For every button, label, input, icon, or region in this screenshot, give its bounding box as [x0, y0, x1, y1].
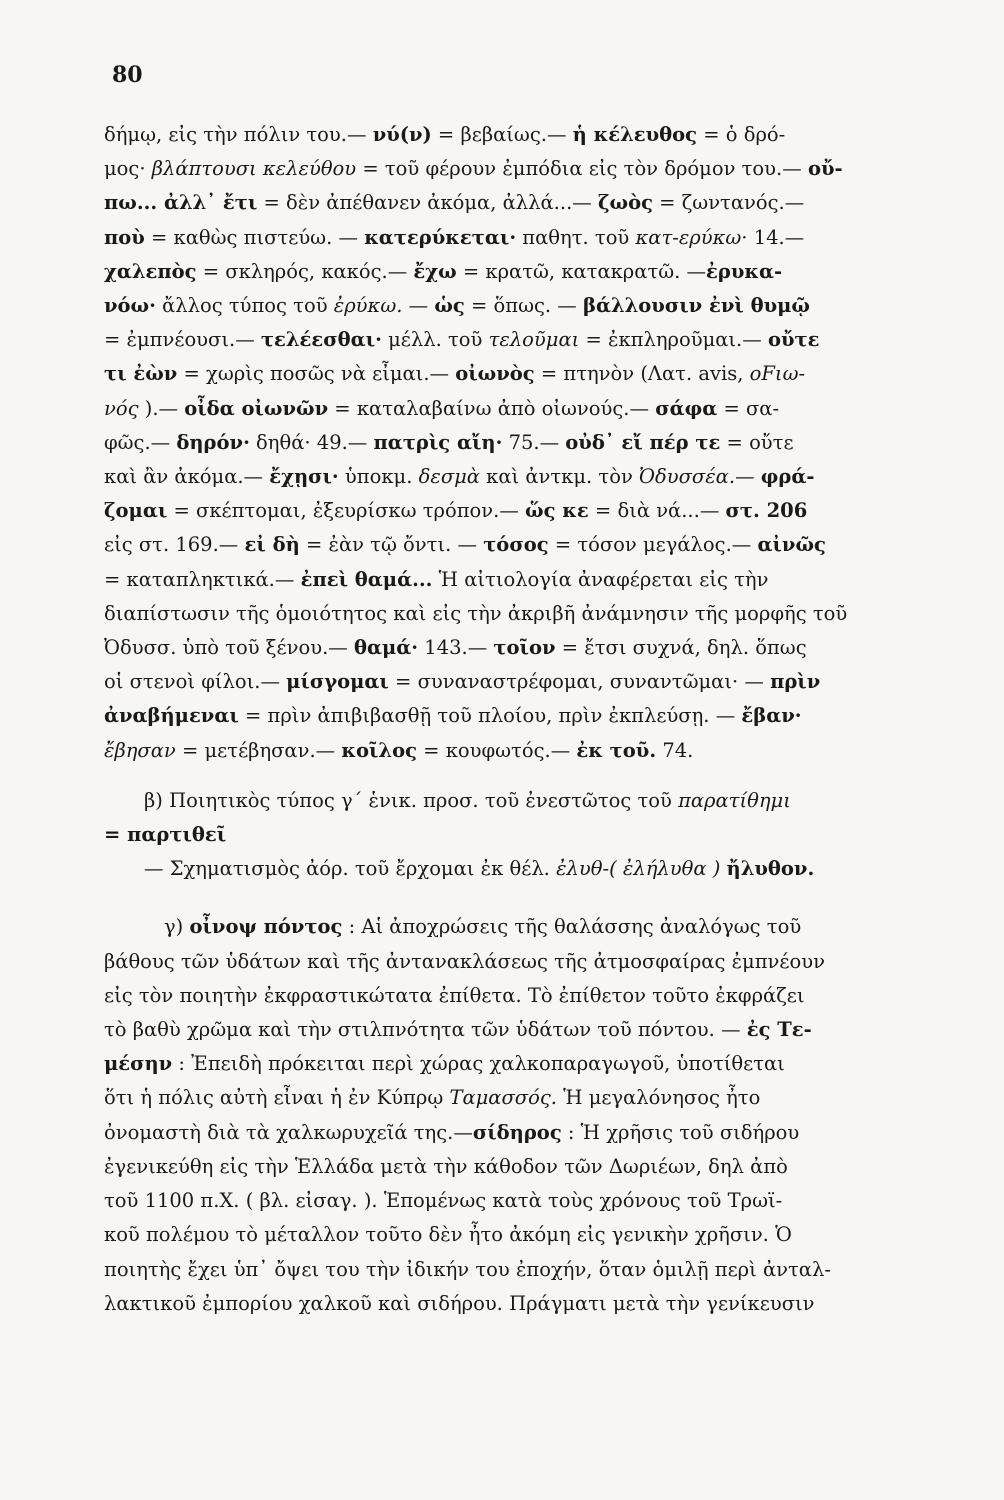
lemma-term: ἐκ τοῦ.: [576, 738, 657, 762]
text-run: καὶ ἀντκμ. τὸν: [479, 465, 640, 489]
text-run: = ἐὰν τῷ ὄντι. —: [299, 533, 484, 557]
lemma-term: ὡς: [434, 294, 465, 318]
section-c: [104, 910, 972, 1320]
lemma-term: στ. 206: [725, 499, 808, 523]
lemma-term: πω... ἀλλ᾽ ἔτι: [104, 191, 258, 215]
text-run: ὑποκμ.: [338, 465, 419, 489]
text-line: [104, 1150, 972, 1184]
text-run: = ἔτσι συχνά, δηλ. ὅπως: [555, 636, 807, 660]
text-line: [104, 597, 972, 631]
lemma-term: σάφα: [655, 396, 718, 420]
text-line: [104, 528, 972, 562]
text-run: : Ἡ χρῆσις τοῦ σιδήρου: [561, 1120, 800, 1144]
text-run: 143.—: [418, 636, 494, 660]
lemma-term: οἶδα οἰωνῶν: [184, 396, 329, 420]
text-run: : Ἐπειδὴ πρόκειται περὶ χώρας χαλκοπαραγωγοῦ, ὑποτίθεται: [172, 1052, 785, 1076]
text-line: [104, 631, 972, 665]
text-run: β) Ποιητικὸς τύπος γ΄ ἑνικ. προσ. τοῦ ἐνεστῶτος τοῦ: [144, 788, 679, 812]
text-run: 14.—: [747, 225, 805, 249]
lemma-term: ἀναβήμεναι: [104, 704, 239, 728]
text-line: [104, 152, 972, 186]
text-line: [104, 1081, 972, 1115]
italic-term: Ταμασσός.: [449, 1086, 557, 1110]
text-run: καὶ ἂν ἀκόμα.—: [104, 465, 270, 489]
text-run: ).—: [138, 396, 185, 420]
text-run: γ): [164, 915, 190, 939]
lemma-term: ζομαι: [104, 499, 168, 523]
italic-term: δεσμὰ: [418, 465, 480, 489]
text-run: = δὲν ἀπέθανεν ἀκόμα, ἀλλά...—: [257, 191, 598, 215]
text-run: = οὔτε: [720, 430, 794, 454]
text-run: = πρὶν ἀπιβιβασθῇ τοῦ πλοίου, πρὶν ἐκπλεύσῃ. —: [238, 704, 742, 728]
lemma-term: κοῖλος: [341, 738, 417, 762]
lemma-term: βάλλουσιν ἐνὶ θυμῷ: [583, 294, 810, 318]
lemma-term: τι ἐὼν: [104, 362, 178, 386]
text-run: = καθὼς πιστεύω. —: [144, 225, 365, 249]
text-line: [104, 1287, 972, 1321]
lemma-term: πρὶν: [770, 670, 821, 694]
italic-term: Ὀδυσσέα.: [639, 465, 736, 489]
lemma-term: ἡ κέλευθος: [572, 123, 698, 146]
lemma-term: τοῖον: [493, 636, 556, 660]
text-run: = βεβαίως.—: [431, 123, 573, 146]
lemma-term: ὥς κε: [525, 499, 589, 523]
text-line: [104, 494, 972, 528]
lemma-term: οὐδ᾽ εἴ πέρ τε: [565, 430, 721, 454]
lemma-term: φρά-: [760, 465, 815, 489]
section-b-line: [104, 852, 972, 886]
lemma-term: ζωὸς: [597, 191, 653, 215]
lemma-term: ἐς Τε-: [746, 1018, 812, 1042]
text-line: [104, 186, 972, 220]
text-run: = καταπληκτικά.—: [104, 567, 301, 591]
text-run: 75.—: [502, 430, 566, 454]
lemma-term: αἰνῶς: [757, 533, 826, 557]
text-line: [104, 945, 972, 979]
text-run: = πτηνὸν (Λατ. avis,: [534, 362, 750, 386]
lemma-term: δηρόν·: [176, 430, 250, 454]
text-line: [104, 699, 972, 733]
text-run: ἐγενικεύθη εἰς τὴν Ἑλλάδα μετὰ τὴν κάθοδον τῶν Δωριέων, δηλ ἀπὸ: [104, 1154, 788, 1178]
text-run: κοῦ πολέμου τὸ μέταλλον τοῦτο δὲν ἦτο ἀκόμη εἰς γενικὴν χρῆσιν. Ὁ: [104, 1223, 792, 1247]
text-run: = σα-: [717, 396, 780, 420]
lemma-term: οἰωνὸς: [455, 362, 535, 386]
text-run: ποιητὴς ἔχει ὑπ᾽ ὄψει του τὴν ἰδικήν του ἐποχήν, ὅταν ὁμιλῇ περὶ ἀνταλ-: [104, 1257, 831, 1281]
italic-term: νός: [104, 396, 139, 420]
text-run: Ὀδυσσ. ὑπὸ τοῦ ξένου.—: [104, 636, 354, 660]
lemma-term: θαμά·: [353, 636, 419, 660]
lemma-term: κατερύκεται·: [364, 225, 517, 249]
italic-term: παρατίθημι: [678, 788, 791, 812]
italic-term: βλάπτουσι κελεύθου: [151, 157, 357, 181]
text-line: [104, 221, 972, 255]
text-run: = ἐμπνέουσι.—: [104, 328, 261, 352]
text-line: [104, 289, 972, 323]
italic-term: ἐλυθ-( ἐλήλυθα ): [556, 857, 721, 881]
text-run: μος·: [104, 157, 152, 181]
text-run: δήμῳ, εἰς τὴν πόλιν του.—: [104, 123, 373, 146]
text-run: ἄλλος τύπος τοῦ: [155, 294, 334, 318]
text-line: [104, 1013, 972, 1047]
text-line: [104, 1218, 972, 1252]
lemma-term: πατρὶς αἴη·: [373, 430, 503, 454]
section-b: [104, 784, 972, 887]
text-run: = σκέπτομαι, ἐξευρίσκω τρόπον.—: [167, 499, 526, 523]
text-line: [104, 734, 972, 768]
lemma-term: νύ(ν): [372, 123, 432, 146]
text-line: [104, 392, 972, 426]
text-run: Ἡ μεγαλόνησος ἦτο: [556, 1086, 761, 1110]
lemma-term: μέσην: [104, 1052, 173, 1076]
commentary-text: [104, 118, 972, 1321]
text-line: [104, 1116, 972, 1150]
lemma-term: νόω·: [104, 294, 156, 318]
text-run: Ἡ αἰτιολογία ἀναφέρεται εἰς τὴν: [432, 567, 769, 591]
lemma-term: μίσγομαι: [286, 670, 389, 694]
lemma-term: τόσος: [483, 533, 549, 557]
text-run: μέλλ. τοῦ: [381, 328, 489, 352]
text-run: = τοῦ φέρουν ἐμπόδια εἰς τὸν δρόμον του.—: [356, 157, 808, 181]
section-b-line: [104, 784, 972, 818]
text-line: [104, 1253, 972, 1287]
text-run: = σκληρός, κακός.—: [196, 259, 414, 283]
text-run: ὀνομαστὴ διὰ τὰ χαλκωρυχεῖά της.—: [104, 1120, 473, 1144]
lemma-term: = παρτιθεῖ: [104, 823, 227, 847]
italic-term: τελοῦμαι: [488, 328, 580, 352]
text-run: — Σχηματισμὸς ἀόρ. τοῦ ἔρχομαι ἐκ θέλ.: [144, 857, 557, 881]
italic-term: ἔβησαν: [104, 738, 176, 762]
text-line: [104, 665, 972, 699]
text-run: = ὁ δρό-: [697, 123, 786, 146]
lemma-term: ἐρυκα-: [706, 259, 783, 283]
text-run: εἰς τὸν ποιητὴν ἐκφραστικώτατα ἐπίθετα. Τὸ ἐπίθετον τοῦτο ἐκφράζει: [104, 983, 805, 1007]
text-run: παθητ. τοῦ: [516, 225, 636, 249]
text-run: βάθους τῶν ὑδάτων καὶ τῆς ἀντανακλάσεως τῆς ἀτμοσφαίρας ἐμπνέουν: [104, 949, 825, 973]
text-line: [104, 910, 972, 944]
text-line: [104, 118, 972, 152]
lemma-term: ἔχω: [413, 259, 457, 283]
text-run: 74.: [656, 738, 694, 762]
text-line: [104, 1184, 972, 1218]
text-run: = χωρὶς ποσῶς νὰ εἶμαι.—: [177, 362, 456, 386]
text-line: [104, 255, 972, 289]
text-run: = τόσον μεγάλος.—: [548, 533, 758, 557]
lemma-term: χαλεπὸς: [104, 259, 197, 283]
lemma-term: ἐπεὶ θαμά...: [300, 567, 433, 591]
text-run: : Αἱ ἀποχρώσεις τῆς θαλάσσης ἀναλόγως τοῦ: [342, 915, 802, 939]
text-run: —: [735, 465, 761, 489]
lemma-term: οὔ-: [807, 157, 843, 181]
text-run: ὅτι ἡ πόλις αὐτὴ εἶναι ἡ ἐν Κύπρῳ: [104, 1086, 450, 1110]
italic-term: οFιω-: [749, 362, 806, 386]
text-run: = διὰ νά...—: [588, 499, 726, 523]
text-line: [104, 563, 972, 597]
lemma-term: ποὺ: [104, 225, 145, 249]
lemma-term: οἶνοψ πόντος: [189, 915, 343, 939]
lemma-term: τελέεσθαι·: [260, 328, 382, 352]
text-line: [104, 460, 972, 494]
text-run: = καταλαβαίνω ἀπὸ οἰωνούς.—: [328, 396, 656, 420]
text-run: —: [402, 294, 435, 318]
text-run: φῶς.—: [104, 430, 177, 454]
text-run: εἰς στ. 169.—: [104, 533, 245, 557]
text-line: [104, 357, 972, 391]
text-run: λακτικοῦ ἐμπορίου χαλκοῦ καὶ σιδήρου. Πράγματι μετὰ τὴν γενίκευσιν: [104, 1291, 815, 1315]
page-number: 80: [112, 62, 143, 88]
text-run: τὸ βαθὺ χρῶμα καὶ τὴν στιλπνότητα τῶν ὑδάτων τοῦ πόντου. —: [104, 1018, 747, 1042]
italic-term: κατ-ερύκω·: [635, 225, 748, 249]
text-run: = ζωντανός.—: [652, 191, 805, 215]
text-run: διαπίστωσιν τῆς ὁμοιότητος καὶ εἰς τὴν ἀκριβῆ ἀνάμνησιν τῆς μορφῆς τοῦ: [104, 601, 848, 625]
section-a: [104, 118, 972, 768]
text-run: = ὅπως. —: [464, 294, 583, 318]
text-run: = ἐκπληροῦμαι.—: [579, 328, 768, 352]
italic-term: ἐρύκω.: [333, 294, 403, 318]
text-line: [104, 1047, 972, 1081]
text-run: = κρατῶ, κατακρατῶ. —: [456, 259, 707, 283]
lemma-term: ἔβαν·: [741, 704, 802, 728]
lemma-term: οὔτε: [767, 328, 820, 352]
text-run: τοῦ 1100 π.Χ. ( βλ. εἰσαγ. ). Ἑπομένως κατὰ τοὺς χρόνους τοῦ Τρωϊ-: [104, 1189, 783, 1213]
lemma-term: ἔχῃσι·: [269, 465, 339, 489]
text-line: [104, 426, 972, 460]
lemma-term: εἰ δὴ: [244, 533, 300, 557]
text-run: = συναναστρέφομαι, συναντῶμαι· —: [388, 670, 771, 694]
text-run: = μετέβησαν.—: [175, 738, 342, 762]
text-run: οἱ στενοὶ φίλοι.—: [104, 670, 287, 694]
text-run: δηθά· 49.—: [249, 430, 374, 454]
section-b-line: [104, 818, 972, 852]
lemma-term: σίδηρος: [472, 1120, 562, 1144]
text-line: [104, 979, 972, 1013]
text-line: [104, 323, 972, 357]
lemma-term: ἤλυθον.: [726, 857, 815, 881]
text-run: = κουφωτός.—: [416, 738, 577, 762]
